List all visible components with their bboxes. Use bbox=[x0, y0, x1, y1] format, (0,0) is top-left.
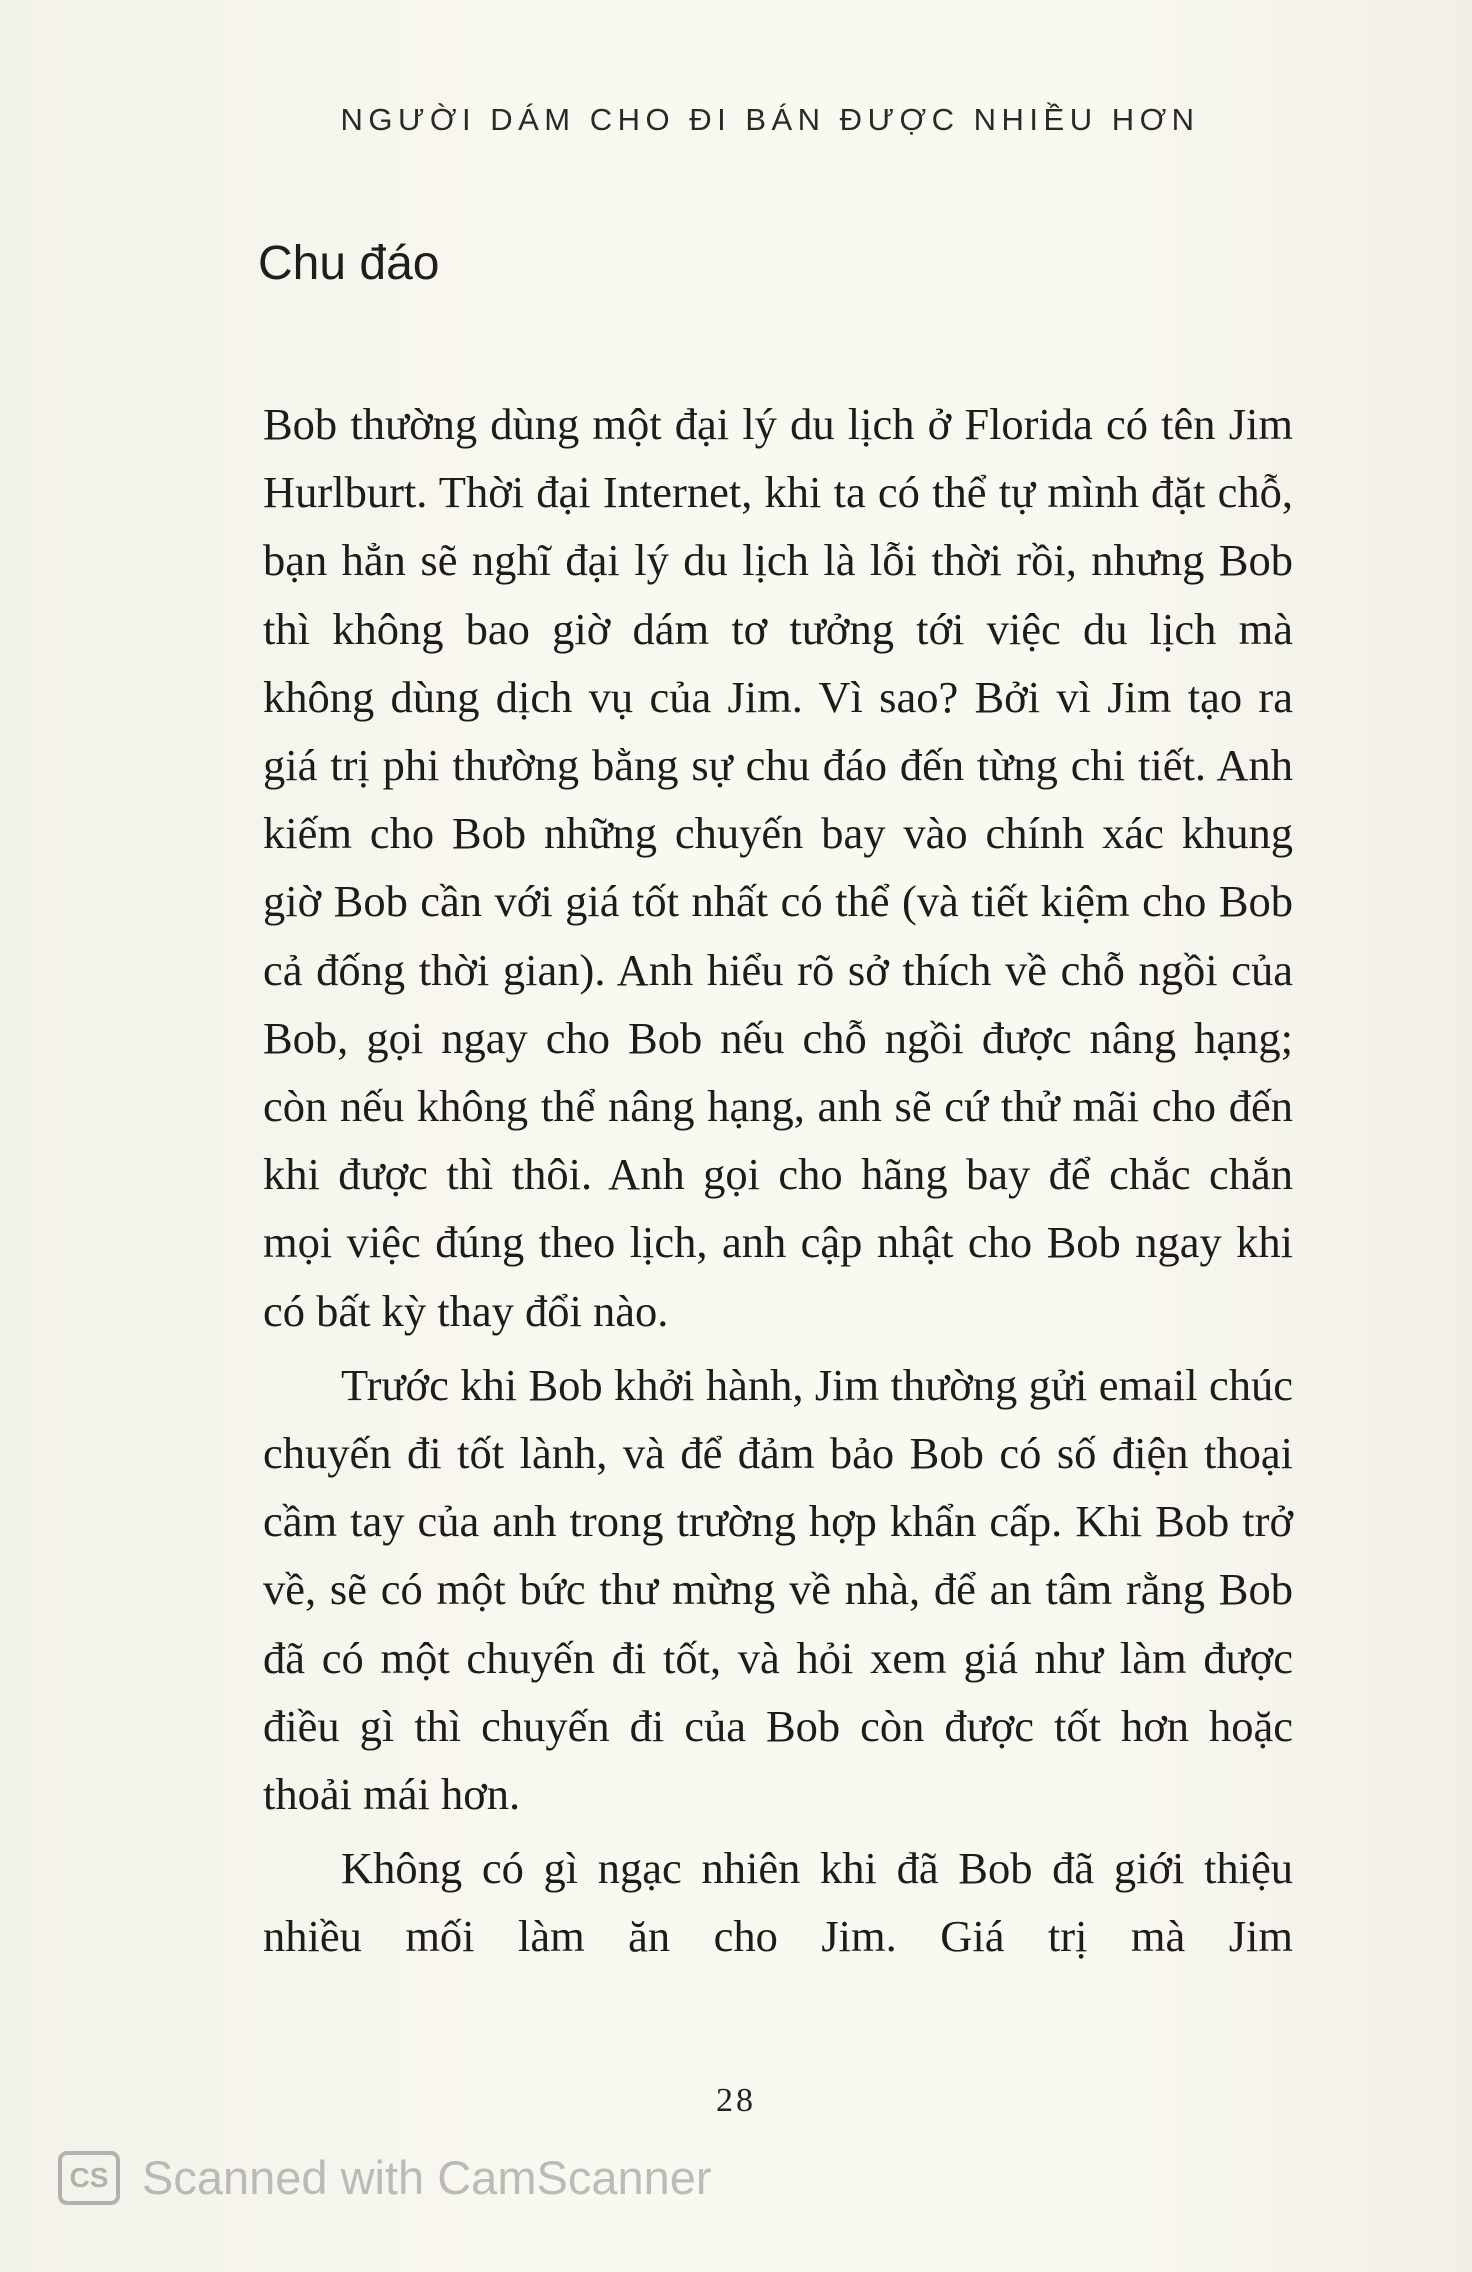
watermark-text: Scanned with CamScanner bbox=[142, 2151, 712, 2204]
paragraph: Không có gì ngạc nhiên khi đã Bob đã giới thiệu nhiều mối làm ăn cho Jim. Giá trị mà Jim bbox=[263, 1843, 1293, 1962]
running-header: NGƯỜI DÁM CHO ĐI BÁN ĐƯỢC NHIỀU HƠN bbox=[340, 102, 1200, 137]
page-number: 28 bbox=[716, 2082, 756, 2119]
camscanner-logo-text: CS bbox=[69, 2161, 109, 2193]
body-text bbox=[263, 390, 1293, 1971]
camscanner-watermark bbox=[58, 2150, 712, 2205]
camscanner-logo-icon bbox=[58, 2151, 120, 2205]
paragraph: Trước khi Bob khởi hành, Jim thường gửi email chúc chuyến đi tốt lành, và để đảm bảo Bob có số điện thoại cầm tay của anh trong trường hợp khẩn cấp. Khi Bob trở về, sẽ có một bức thư mừng về nhà, để an tâm rằng Bob đã có một chuyến đi tốt, và hỏi xem giá như làm được điều gì thì chuyến đi của Bob còn được tốt hơn hoặc thoải mái hơn. bbox=[263, 1359, 1293, 1820]
paragraph: Bob thường dùng một đại lý du lịch ở Florida có tên Jim Hurlburt. Thời đại Internet, khi ta có thể tự mình đặt chỗ, bạn hẳn sẽ nghĩ đại lý du lịch là lỗi thời rồi, nhưng Bob thì không bao giờ dám tơ tưởng tới việc du lịch mà không dùng dịch vụ của Jim. Vì sao? Bởi vì Jim tạo ra giá trị phi thường bằng sự chu đáo đến từng chi tiết. Anh kiếm cho Bob những chuyến bay vào chính xác khung giờ Bob cần với giá tốt nhất có thể (và tiết kiệm cho Bob cả đống thời gian). Anh hiểu rõ sở thích về chỗ ngồi của Bob, gọi ngay cho Bob nếu chỗ ngồi được nâng hạng; còn nếu không thể nâng hạng, anh sẽ cứ thử mãi cho đến khi được thì thôi. Anh gọi cho hãng bay để chắc chắn mọi việc đúng theo lịch, anh cập nhật cho Bob ngay khi có bất kỳ thay đổi nào. bbox=[263, 399, 1293, 1336]
section-heading: Chu đáo bbox=[258, 237, 440, 290]
